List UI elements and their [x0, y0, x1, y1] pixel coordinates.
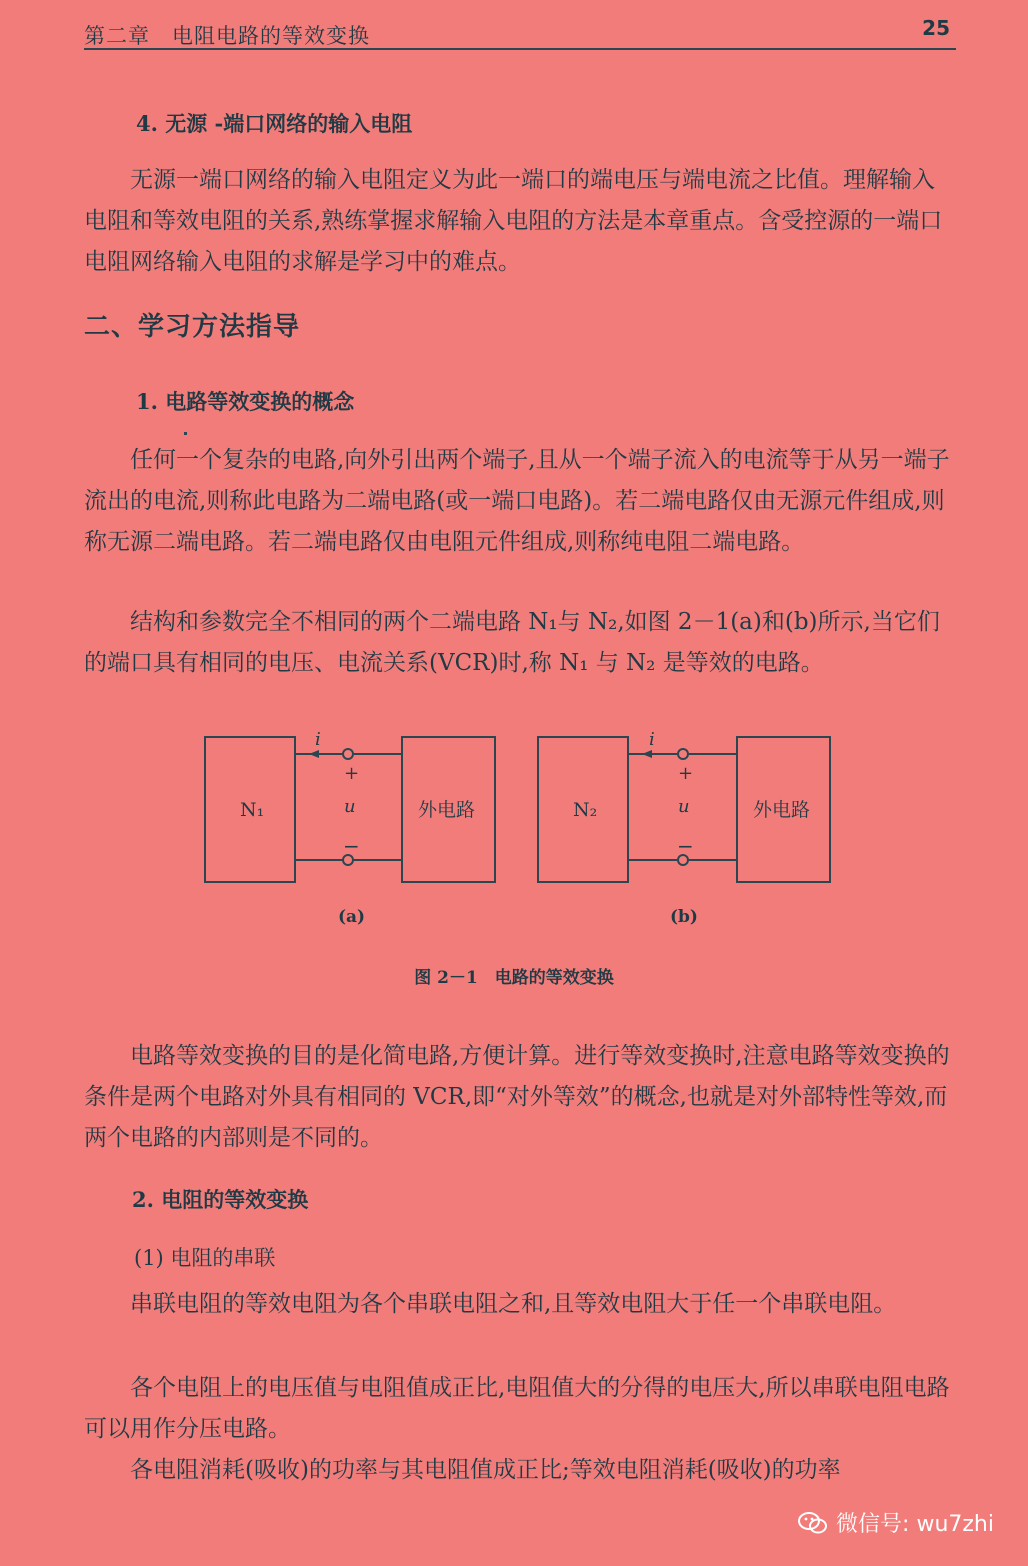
label-current-a: i: [315, 729, 321, 750]
label-plus-b: +: [678, 763, 694, 784]
subsection-2-paragraph-3: 各电阻消耗(吸收)的功率与其电阻值成正比;等效电阻消耗(吸收)的功率: [130, 1457, 841, 1483]
label-voltage-b: u: [678, 796, 690, 817]
terminal-b-top: [678, 749, 688, 759]
page-number: 25: [922, 16, 950, 40]
label-minus-b: −: [677, 834, 694, 858]
part-2-heading: 二、学习方法指导: [84, 312, 301, 342]
subsection-1-paragraph-1: 任何一个复杂的电路,向外引出两个端子,且从一个端子流入的电流等于从另一端子流出的电流,则称此电路为二端电路(或一端口电路)。若二端电路仅由无源元件组成,则称无源二端电路。若二端电路仅由电阻元件组成,则称纯电阻二端电路。: [84, 447, 950, 555]
label-minus-a: −: [343, 834, 360, 858]
watermark-text: 微信号: wu7zhi: [836, 1512, 994, 1537]
subfigure-label-a: (a): [338, 907, 366, 927]
label-plus-a: +: [344, 763, 360, 784]
subsection-1-heading: 1. 电路等效变换的概念: [136, 389, 355, 414]
wechat-icon: [798, 1511, 828, 1535]
subsection-2-paragraph-2: 各个电阻上的电压值与电阻值成正比,电阻值大的分得的电压大,所以串联电阻电路可以用作分压电路。: [84, 1375, 950, 1442]
label-n1: N₁: [240, 799, 265, 821]
figure-caption: 图 2－1 电路的等效变换: [414, 968, 614, 988]
section-4-heading: 4. 无源 -端口网络的输入电阻: [136, 111, 413, 136]
subsection-2-heading: 2. 电阻的等效变换: [132, 1187, 309, 1212]
current-arrow-b: [642, 750, 652, 758]
label-external-b: 外电路: [753, 799, 811, 821]
terminal-a-top: [343, 749, 353, 759]
current-arrow-a: [309, 750, 319, 758]
subsection-2-paragraph-1: 串联电阻的等效电阻为各个串联电阻之和,且等效电阻大于任一个串联电阻。: [130, 1291, 897, 1317]
label-current-b: i: [649, 729, 655, 750]
subsection-1-paragraph-2: 结构和参数完全不相同的两个二端电路 N₁与 N₂,如图 2－1(a)和(b)所示,当它们的端口具有相同的电压、电流关系(VCR)时,称 N₁ 与 N₂ 是等效的电路。: [84, 609, 940, 676]
label-n2: N₂: [573, 799, 598, 821]
chapter-title: 第二章 电阻电路的等效变换: [84, 24, 370, 48]
subfigure-label-b: (b): [670, 907, 698, 927]
subsection-2-item-1: (1) 电阻的串联: [134, 1246, 276, 1270]
subsection-1-paragraph-3: 电路等效变换的目的是化简电路,方便计算。进行等效变换时,注意电路等效变换的条件是两个电路对外具有相同的 VCR,即“对外等效”的概念,也就是对外部特性等效,而两个电路的内部则是不同的。: [84, 1043, 950, 1151]
section-4-paragraph: 无源一端口网络的输入电阻定义为此一端口的端电压与端电流之比值。理解输入电阻和等效电阻的关系,熟练掌握求解输入电阻的方法是本章重点。含受控源的一端口电阻网络输入电阻的求解是学习中的难点。: [84, 167, 943, 275]
label-external-a: 外电路: [418, 799, 476, 821]
wechat-watermark: [798, 1507, 994, 1538]
label-voltage-a: u: [344, 796, 356, 817]
